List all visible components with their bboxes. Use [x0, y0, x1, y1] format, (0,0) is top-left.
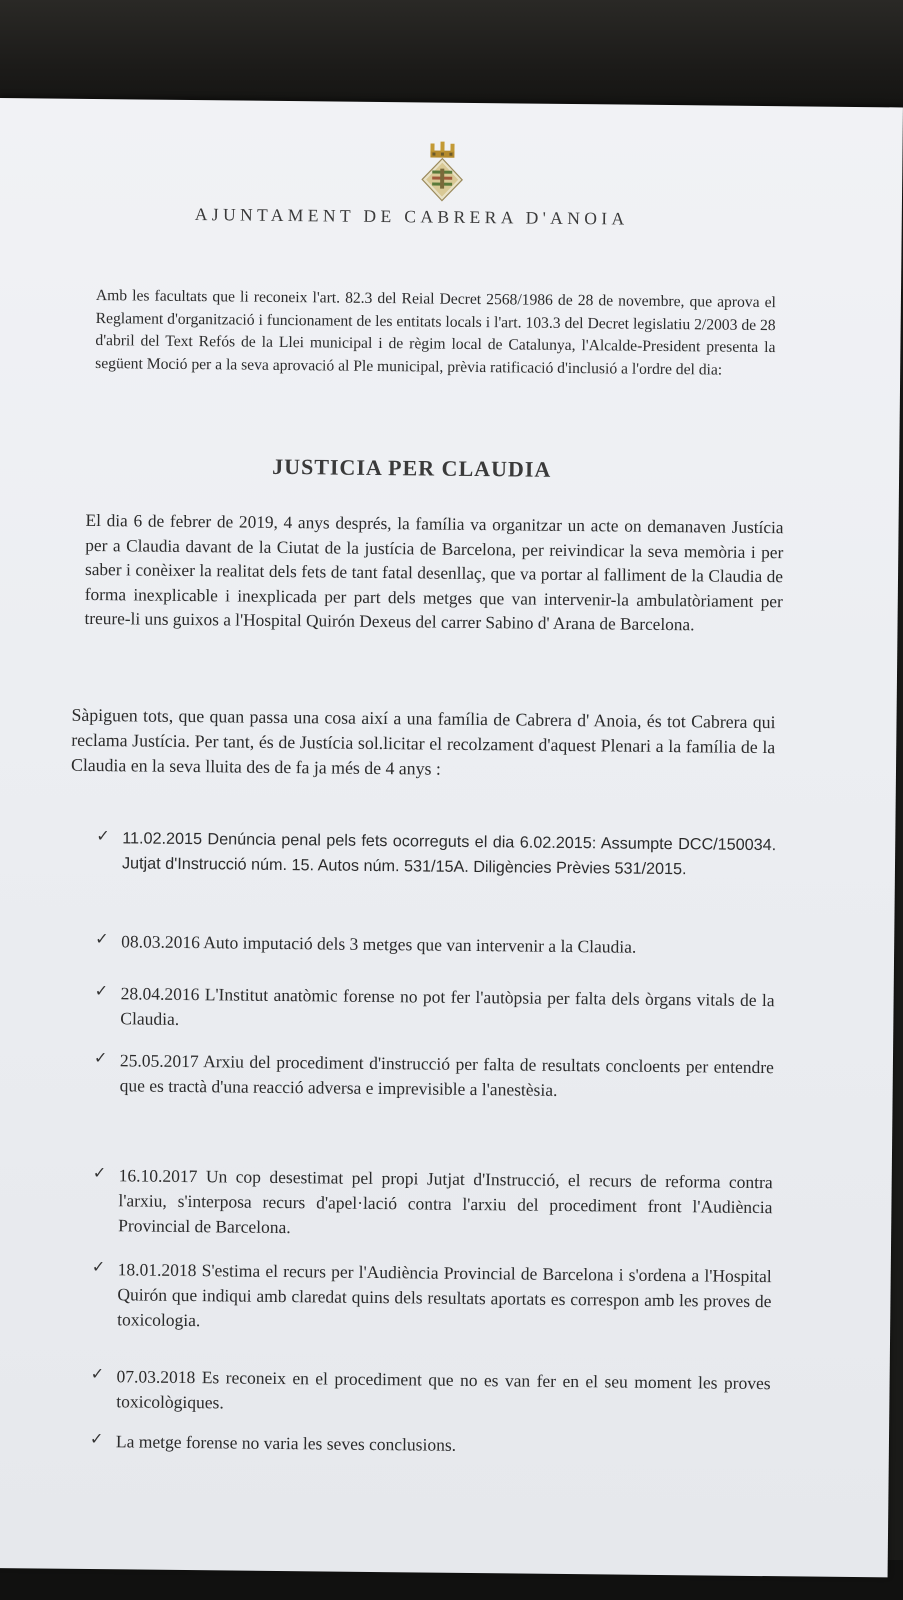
- timeline-item: [90, 1364, 775, 1413]
- timeline-item: [95, 929, 779, 957]
- coat-of-arms-icon: [420, 140, 465, 202]
- checkmark-icon: ✓: [96, 826, 110, 846]
- timeline-item-text: 08.03.2016 Auto imputació dels 3 metges que van intervenir a la Claudia.: [121, 931, 637, 957]
- timeline-item-text: 16.10.2017 Un cop desestimat pel propi Jutjat d'Instrucció, el recurs de reforma contra l'arxiu, s'interposa recurs d'apel·lació contra l'arxiu del procediment front l'Audiència Provincial de Barcelona.: [118, 1165, 773, 1237]
- timeline-item: [93, 1048, 778, 1100]
- checkmark-icon: ✓: [92, 1163, 107, 1183]
- checkmark-icon: ✓: [93, 1048, 108, 1068]
- timeline-item-text: 28.04.2016 L'Institut anatòmic forense no pot fer l'autòpsia per falta dels òrgans vitals de la Claudia.: [120, 983, 775, 1029]
- intro-paragraph: Amb les facultats que li reconeix l'art. 82.3 del Reial Decret 2568/1986 de 28 de novembre, que aprova el Reglament d'organització i funcionament de les entitats locals i l'art. 103.3 del Decret legislatiu 2/2003 de 28 d'abril del Text Refós de la Llei municipal i de règim local de Catalunya, l'Alcalde-President presenta la següent Moció per a la seva aprovació al Ple municipal, prèvia ratificació d'inclusió a l'ordre del dia:: [95, 287, 776, 379]
- checkmark-icon: ✓: [91, 1257, 106, 1277]
- document-title: JUSTICIA PER CLAUDIA: [272, 453, 552, 482]
- timeline-item: [89, 1429, 774, 1455]
- checkmark-icon: ✓: [90, 1364, 105, 1384]
- checkmark-icon: ✓: [89, 1429, 104, 1449]
- body-paragraph-1: El dia 6 de febrer de 2019, 4 anys després, la família va organitzar un acte on demanaven Justícia per a Claudia davant de la Ciutat de la justícia de Barcelona, per reivindicar la seva memòria i per saber i conèixer la realitat dels fets de tant fatal desenllaç, que va portar al falliment de la Claudia de forma inexplicable i inexplicada per part dels metges que van intervenir-la ambulatòriament per treure-li uns guixos a l'Hospital Quirón Dexeus del carrer Sabino d' Arana de Barcelona.: [84, 510, 784, 635]
- checkmark-icon: ✓: [95, 929, 109, 949]
- document-page: [0, 98, 903, 1577]
- timeline-item: [94, 981, 779, 1029]
- checkmark-icon: ✓: [94, 981, 109, 1001]
- timeline-item-text: 18.01.2018 S'estima el recurs per l'Audiència Provincial de Barcelona i s'ordena a l'Hospital Quirón que indiqui amb claredat quins dels resultats aportats es correspon amb les proves de toxicologia.: [117, 1259, 772, 1330]
- timeline-item: [96, 826, 780, 879]
- timeline-item-text: 07.03.2018 Es reconeix en el procediment que no es van fer en el seu moment les proves toxicològiques.: [116, 1366, 771, 1413]
- timeline-item-text: 11.02.2015 Denúncia penal pels fets ocorreguts el dia 6.02.2015: Assumpte DCC/150034. Jutjat d'Instrucció núm. 15. Autos núm. 531/15A. Diligències Prèvies 531/2015.: [121, 829, 777, 879]
- council-name: AJUNTAMENT DE CABRERA D'ANOIA: [194, 204, 629, 229]
- timeline-item: [92, 1163, 777, 1237]
- desk-background-top: [0, 0, 903, 110]
- body-paragraph-2: Sàpiguen tots, que quan passa una cosa així a una família de Cabrera d' Anoia, és tot Cabrera qui reclama Justícia. Per tant, és de Justícia sol.licitar el recolzament d'aquest Plenari a la família de la Claudia en la seva lluita des de fa ja més de 4 anys :: [70, 704, 776, 779]
- timeline-item: [91, 1257, 776, 1330]
- timeline-item-text: La metge forense no varia les seves conclusions.: [115, 1431, 457, 1455]
- timeline-item-text: 25.05.2017 Arxiu del procediment d'instrucció per falta de resultats concloents per entendre que es tractà d'una reacció adversa e imprevisible a l'anestèsia.: [119, 1050, 774, 1100]
